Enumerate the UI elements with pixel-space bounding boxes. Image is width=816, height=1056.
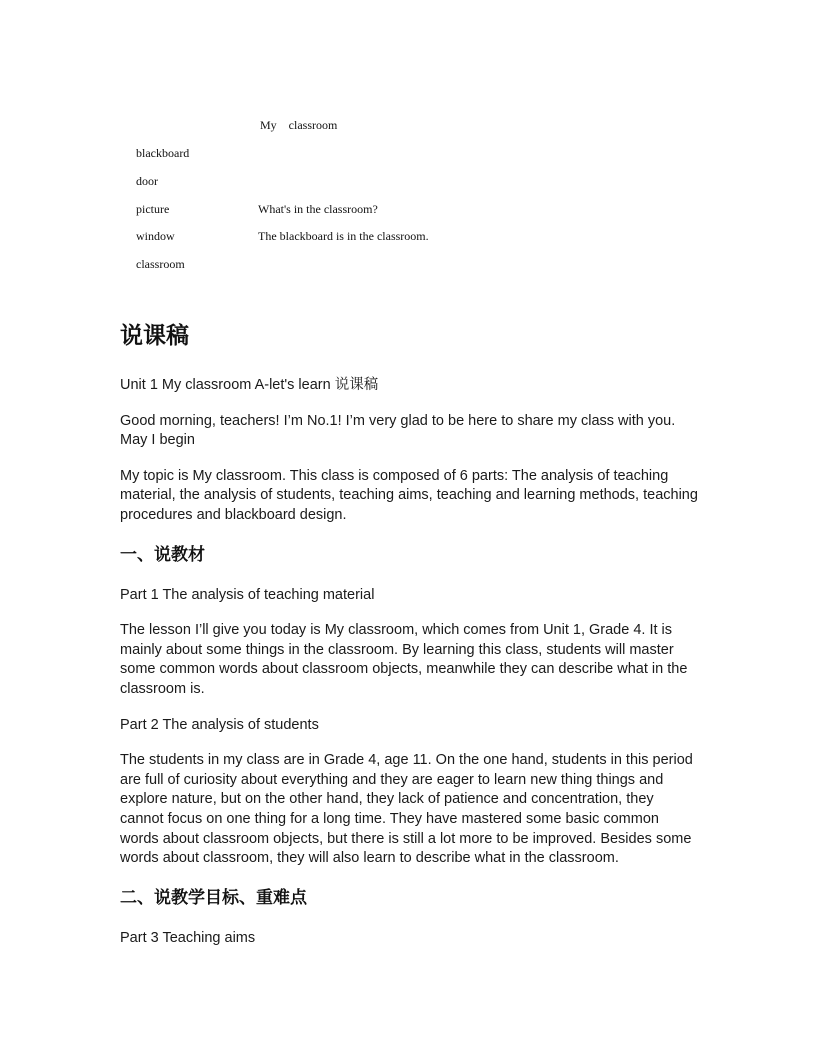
sentence-question: What's in the classroom?: [258, 202, 378, 216]
word-door: door: [136, 174, 158, 188]
part1-paragraph: The lesson I’ll give you today is My classroom, which comes from Unit 1, Grade 4. It is mainly about some things in the classroom. By learning this class, students will master some common words about classroom objects, meanwhile they can describe what in the classroom is.: [120, 622, 688, 697]
word-picture: picture: [136, 202, 170, 216]
document-body: [120, 318, 700, 964]
section-heading-textbook: 一、说教材: [120, 544, 205, 565]
blackboard-design: [0, 0, 816, 290]
lesson-subtitle: Unit 1 My classroom A-let's learn 说课稿: [120, 377, 379, 393]
sentence-answer: The blackboard is in the classroom.: [258, 229, 429, 243]
word-window: window: [136, 229, 175, 243]
greeting-paragraph: Good morning, teachers! I’m No.1! I’m very glad to be here to share my class with you. May I begin: [120, 412, 676, 449]
word-blackboard: blackboard: [136, 146, 190, 160]
part1-title: Part 1 The analysis of teaching material: [120, 586, 375, 603]
word-classroom: classroom: [136, 257, 185, 271]
blackboard-title: My classroom: [260, 118, 338, 132]
section-heading-aims: 二、说教学目标、重难点: [120, 887, 307, 908]
part2-paragraph: The students in my class are in Grade 4, age 11. On the one hand, students in this period are full of curiosity about everything and they are eager to learn new thing things and explore nature, but on the other hand, they lack of patience and concentration, they cannot focus on one thing for a long time. They have mastered some basic common words about classroom objects, but there is still a lot more to be improved. Besides some words about classroom, they will also learn to describe what in the classroom.: [120, 752, 693, 867]
topic-paragraph: My topic is My classroom. This class is composed of 6 parts: The analysis of teaching material, the analysis of students, teaching aims, teaching and learning methods, teaching procedures and blackboard design.: [120, 467, 698, 523]
part2-title: Part 2 The analysis of students: [120, 716, 319, 733]
document-heading: 说课稿: [120, 323, 189, 349]
part3-title: Part 3 Teaching aims: [120, 929, 256, 946]
